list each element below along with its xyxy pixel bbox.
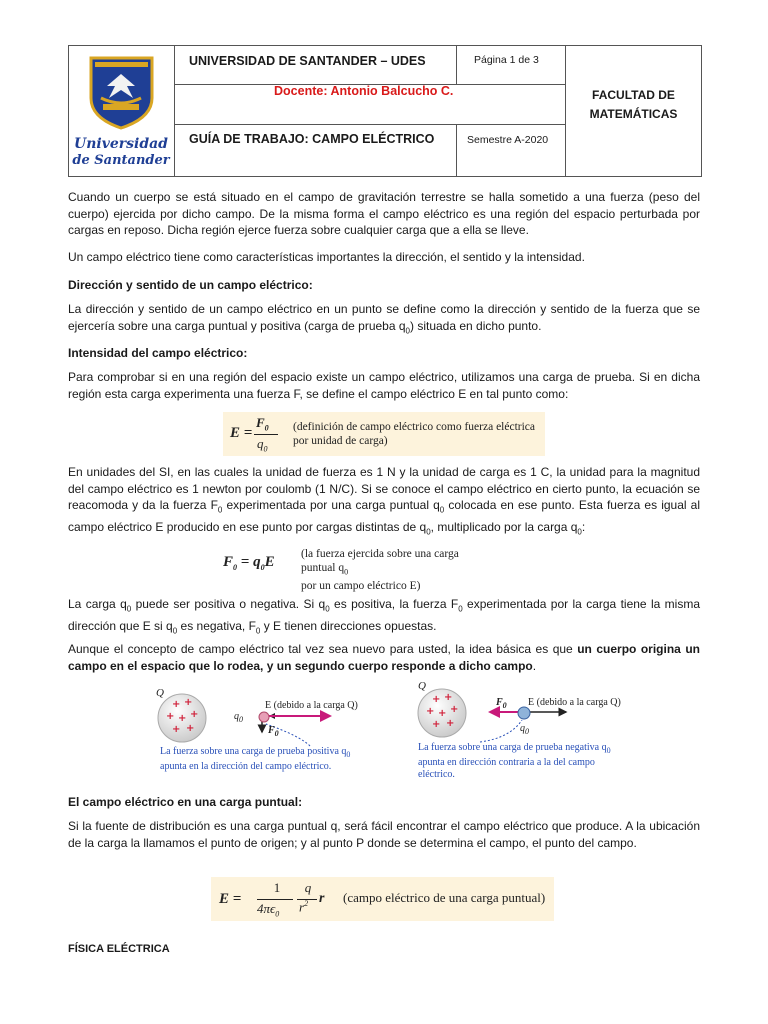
paragraph-si-units: En unidades del SI, en las cuales la unidad de fuerza es 1 N y la unidad de carga es 1 C, la unidad para la magnitud del campo eléctrico es 1 newton por coulomb (1 N/C). Si se conoce el campo eléctrico en cierto punto, la ecuación se reacomoda y da la fuerza $F_0$ experimentada por una carga puntual $q_0$ colocada en ese punto. Esta fuerza es igual al campo eléctrico E producido en ese punto por cargas distintas de $q_0$, multiplicado por la carga $q_0$:	[68, 465, 700, 537]
paragraph-basic-idea: Aunque el concepto de campo eléctrico tal vez sea nuevo para usted, la idea básica es que un cuerpo origina un campo en el espacio que lo rodea, y un segundo cuerpo responde a dicho campo.	[68, 642, 700, 673]
svg-text:+: +	[186, 723, 195, 734]
figure-test-charges	[150, 680, 650, 780]
equation-force: $F_0 = q_0E$ (la fuerza ejercida sobre una carga puntual $q_0$ por un campo eléctrico E)	[217, 542, 477, 584]
heading-intensity: Intensidad del campo eléctrico:	[68, 346, 248, 360]
svg-text:+: +	[184, 697, 193, 708]
heading-direction: Dirección y sentido de un campo eléctrico:	[68, 278, 313, 292]
label-q0-right: $q_0$	[520, 723, 529, 736]
svg-text:+: +	[432, 719, 441, 730]
caption-left: La fuerza sobre una carga de prueba positiva $q_0$ apunta en la dirección del campo eléctrico.	[160, 746, 351, 772]
svg-text:+: +	[166, 711, 175, 722]
label-E-left: E (debido a la carga Q)	[265, 700, 358, 711]
svg-text:+: +	[172, 724, 181, 735]
paragraph-intro: Cuando un cuerpo se está situado en el campo de gravitación terrestre se halla sometido a una fuerza (peso del cuerpo) ejercida por dicho campo. De la misma forma el campo eléctrico es una región del espacio perturbada por cargas en reposo. Dicha región ejerce fuerza sobre cualquier carga que a ella se lleve.	[68, 190, 700, 237]
paragraph-intensity: Para comprobar si en una región del espacio existe un campo eléctrico, utilizamos una carga de prueba. Si en dicha región esta carga experimenta una fuerza F, se define el campo eléctrico E en tal punto como:	[68, 370, 700, 401]
test-charge-positive	[259, 712, 269, 722]
svg-text:+: +	[190, 709, 199, 720]
label-Q-left: Q	[156, 687, 164, 699]
header-table	[68, 45, 702, 177]
svg-text:de Santander: de Santander	[72, 153, 170, 168]
faculty-name: FACULTAD DE MATEMÁTICAS	[589, 88, 678, 121]
caption-right: La fuerza sobre una carga de prueba negativa $q_0$ apunta en dirección contraria a la del campo eléctrico.	[418, 742, 611, 780]
label-Q-right: Q	[418, 680, 426, 692]
svg-text:+: +	[444, 692, 453, 703]
footer-course: FÍSICA ELÉCTRICA	[68, 943, 170, 955]
page-number: Página 1 de 3	[474, 54, 539, 66]
equation-field-definition: E = $F_0$ $q_0$ (definición de campo eléctrico como fuerza eléctrica por unidad de carga)	[223, 412, 545, 456]
paragraph-characteristics: Un campo eléctrico tiene como características importantes la dirección, el sentido y la intensidad.	[68, 250, 585, 264]
university-logo	[69, 46, 174, 176]
paragraph-point-charge: Si la fuente de distribución es una carga puntual q, será fácil encontrar el campo eléctrico que produce. A la ubicación de la carga la llamamos el punto de origen; y al punto P donde se determina el campo, el punto del campo.	[68, 819, 700, 850]
label-F0-right: $F_0$	[496, 697, 507, 710]
heading-point-charge: El campo eléctrico en una carga puntual:	[68, 795, 303, 809]
university-name: UNIVERSIDAD DE SANTANDER – UDES	[189, 54, 426, 68]
equation-point-charge: E = 1 $4\pi\epsilon_0$ q $r^2$ r (campo eléctrico de una carga puntual)	[211, 877, 554, 921]
svg-text:Universidad: Universidad	[74, 136, 168, 152]
semester: Semestre A-2020	[467, 134, 549, 146]
label-F0-left: $F_0$	[268, 725, 279, 738]
svg-text:+: +	[426, 706, 435, 717]
svg-text:+: +	[446, 718, 455, 729]
paragraph-sign: La carga $q_0$ puede ser positiva o negativa. Si $q_0$ es positiva, la fuerza $F_0$ experimentada por la carga tiene la misma dirección que E si $q_0$ es negativa, $F_0$ y E tienen direcciones opuestas.	[68, 597, 700, 636]
svg-text:+: +	[432, 694, 441, 705]
svg-text:+: +	[438, 708, 447, 719]
paragraph-direction: La dirección y sentido de un campo eléctrico en un punto se define como la dirección y sentido de la fuerza que se ejercería sobre una carga puntual y positiva (carga de prueba $q_0$) situada en dicho punto.	[68, 302, 700, 335]
svg-text:+: +	[178, 713, 187, 724]
label-E-right: E (debido a la carga Q)	[528, 697, 621, 708]
label-q0-left: $q_0$	[234, 711, 243, 724]
guide-title: GUÍA DE TRABAJO: CAMPO ELÉCTRICO	[189, 132, 435, 146]
teacher-name: Docente: Antonio Balcucho C.	[274, 84, 454, 98]
svg-text:+: +	[172, 699, 181, 710]
svg-text:+: +	[450, 704, 459, 715]
